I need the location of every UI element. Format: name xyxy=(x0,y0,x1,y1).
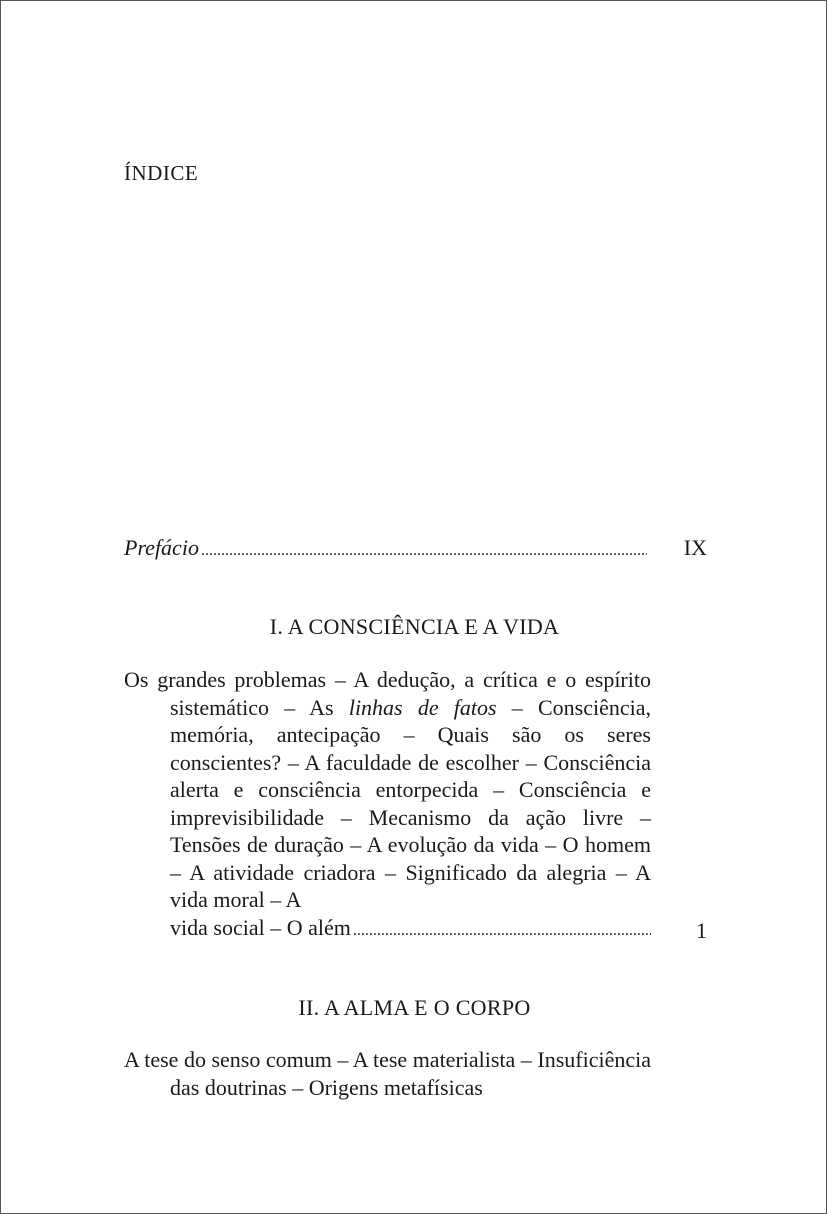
summary-italic-part: linhas de fatos xyxy=(348,694,497,720)
dot-leader xyxy=(353,917,651,945)
dot-leader xyxy=(201,537,647,565)
index-heading: ÍNDICE xyxy=(124,161,199,185)
preface-title: Prefácio xyxy=(124,535,199,560)
preface-page-number: IX xyxy=(683,535,707,560)
summary-last-line xyxy=(170,914,651,945)
summary-text-part: – Consciência, memória, antecipação – Quais são os seres conscientes? – A faculdade de escolher – Consciência alerta e consciência entorpecida – Consciência e imprevisibilidade – Mecanismo da ação livre – Tensões de duração – A evolução da vida – O homem – A atividade criadora – Significado da alegria – A vida moral – A xyxy=(170,694,651,912)
section-title-2: II. A ALMA E O CORPO xyxy=(298,995,531,1020)
summary-text-part: Os grandes problemas – A dedução, a crítica e o espírito sistemático – As xyxy=(124,667,651,720)
preface-entry[interactable] xyxy=(124,534,707,565)
section-title-1: I. A CONSCIÊNCIA E A VIDA xyxy=(269,614,560,639)
section-1-page-number: 1 xyxy=(696,917,707,943)
section-2-entry[interactable] xyxy=(124,1046,707,1101)
summary-last-line-text: vida social – O além xyxy=(170,914,351,940)
section-1-summary xyxy=(124,666,651,944)
section-2-summary: A tese do senso comum – A tese materialista – Insuficiência das doutrinas – Origens metafísicas xyxy=(124,1047,651,1100)
section-1-entry[interactable] xyxy=(124,666,707,944)
